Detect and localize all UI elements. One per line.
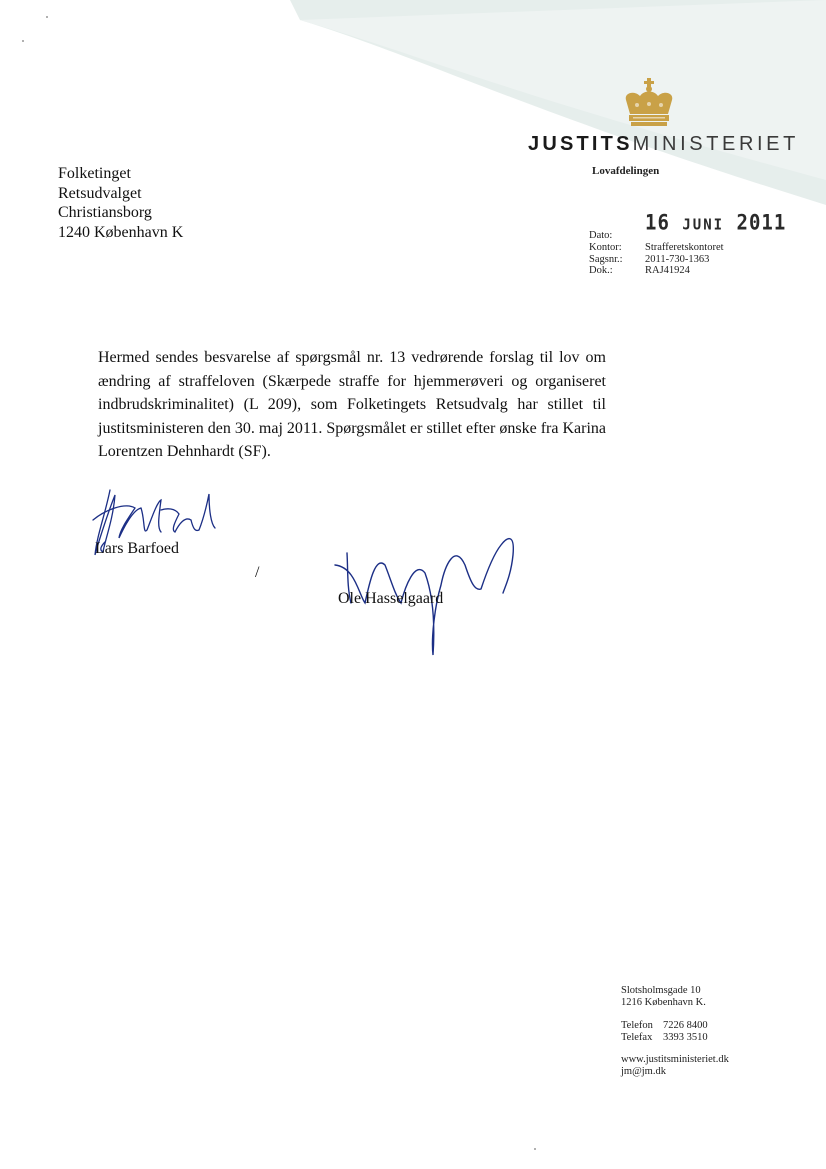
scan-speck bbox=[46, 16, 48, 18]
footer-fax-row bbox=[621, 1032, 729, 1044]
footer-phone-row bbox=[621, 1020, 729, 1032]
stamp-month: JUNI bbox=[682, 216, 725, 234]
signatory-name-1: Lars Barfoed bbox=[95, 540, 179, 557]
footer-address-line-2: 1216 København K. bbox=[621, 997, 706, 1009]
meta-row-date bbox=[589, 230, 724, 242]
ministry-name-bold: JUSTITS bbox=[528, 133, 633, 155]
case-value: 2011-730-1363 bbox=[645, 253, 710, 265]
office-label: Kontor: bbox=[589, 241, 622, 253]
doc-label: Dok.: bbox=[589, 265, 613, 277]
ministry-logo-text bbox=[528, 133, 808, 156]
doc-value: RAJ41924 bbox=[645, 265, 690, 277]
phone-label: Telefon bbox=[621, 1019, 653, 1031]
scan-speck bbox=[22, 40, 24, 42]
signatory-name-2: Ole Hasselgaard bbox=[338, 590, 444, 607]
recipient-address bbox=[58, 164, 183, 242]
recipient-line-2: Retsudvalget bbox=[58, 184, 142, 202]
phone-value: 7226 8400 bbox=[663, 1019, 708, 1031]
footer-website-link[interactable]: www.justitsministeriet.dk bbox=[621, 1054, 729, 1066]
ministry-name-light: MINISTERIET bbox=[632, 133, 799, 155]
letter-body: Hermed sendes besvarelse af spørgsmål nr. 13 vedrørende forslag til lov om ændring af straffeloven (Skærpede straffe for hjemmerøveri og organiseret indbrudskriminalitet) (L 209), som Folketingets Retsudvalg har stillet til justitsministeren den 30. maj 2011. Spørgsmålet er stillet efter ønske fra Karina Lorentzen Dehnhardt (SF). bbox=[98, 349, 606, 460]
department-name: Lovafdelingen bbox=[592, 165, 660, 177]
office-value: Strafferetskontoret bbox=[645, 241, 724, 253]
meta-row-doc bbox=[589, 265, 724, 277]
signature-separator: / bbox=[255, 564, 260, 581]
footer-contact bbox=[621, 985, 729, 1079]
stamp-day: 16 bbox=[645, 210, 670, 236]
meta-row-office bbox=[589, 242, 724, 254]
footer-email-link[interactable]: jm@jm.dk bbox=[621, 1066, 666, 1078]
scan-speck bbox=[534, 1148, 536, 1150]
recipient-line-4: 1240 København K bbox=[58, 223, 184, 241]
footer-address-line-1: Slotsholmsgade 10 bbox=[621, 985, 701, 996]
case-label: Sagsnr.: bbox=[589, 253, 623, 265]
fax-label: Telefax bbox=[621, 1031, 653, 1043]
date-label: Dato: bbox=[589, 230, 613, 241]
crown-icon bbox=[620, 78, 678, 128]
meta-row-case bbox=[589, 254, 724, 266]
stamp-year: 2011 bbox=[736, 210, 787, 236]
recipient-line-1: Folketinget bbox=[58, 165, 131, 182]
recipient-line-3: Christiansborg bbox=[58, 204, 152, 221]
document-metadata bbox=[589, 230, 724, 277]
fax-value: 3393 3510 bbox=[663, 1031, 708, 1043]
